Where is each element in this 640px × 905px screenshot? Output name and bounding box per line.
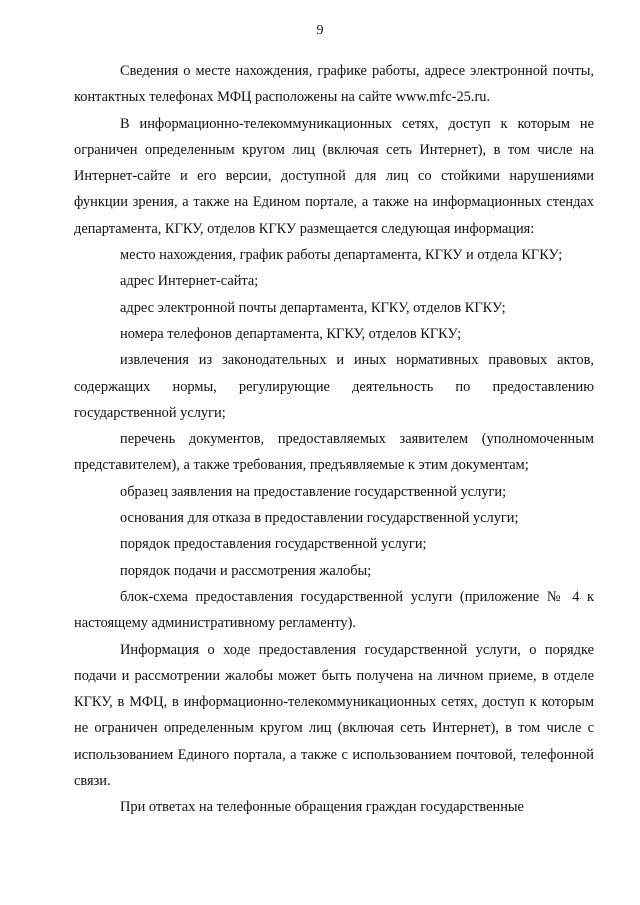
list-item-legal-extracts: извлечения из законодательных и иных нормативных правовых актов, содержащих нормы, регулирующие деятельность по предоставлению государственной услуги; [74,352,594,421]
paragraph-info-networks: В информационно-телекоммуникационных сетях, доступ к которым не ограничен определенным кругом лиц (включая сеть Интернет), в том числе на Интернет-сайте и его версии, доступной для лиц со стойкими нарушениями функции зрения, а также на Едином портале, а также на информационных стендах департамента, КГКУ, отделов КГКУ размещается следующая информация: [74,115,594,237]
paragraph-phone-inquiries: При ответах на телефонные обращения граждан государственные [120,799,524,816]
list-item-website-address: адрес Интернет-сайта; [120,273,259,290]
list-item-complaint-procedure: порядок подачи и рассмотрения жалобы; [120,562,372,579]
list-item-phone-numbers: номера телефонов департамента, КГКУ, отделов КГКУ; [120,325,462,342]
list-item-email-address: адрес электронной почты департамента, КГКУ, отделов КГКУ; [120,299,506,316]
paragraph-mfc-contacts: Сведения о месте нахождения, графике работы, адресе электронной почты, контактных телефонах МФЦ расположены на сайте www.mfc-25.ru. [74,63,594,106]
list-item-refusal-grounds: основания для отказа в предоставлении государственной услуги; [120,510,519,527]
list-item-flowchart: блок-схема предоставления государственной услуги (приложение № 4 к настоящему административному регламенту). [74,588,594,632]
list-item-application-sample: образец заявления на предоставление государственной услуги; [120,483,507,500]
list-item-location-schedule: место нахождения, график работы департамента, КГКУ и отдела КГКУ; [120,247,563,264]
list-item-service-procedure: порядок предоставления государственной услуги; [120,536,427,553]
paragraph-service-progress-info: Информация о ходе предоставления государственной услуги, о порядке подачи и рассмотрении жалобы может быть получена на личном приеме, в отделе КГКУ, в МФЦ, в информационно-телекоммуникационных сетях, доступ к которым не ограничен определенным кругом лиц (включая сеть Интернет), в том числе с использованием Единого портала, а также с использованием почтовой, телефонной связи. [74,641,594,790]
list-item-documents-list: перечень документов, предоставляемых заявителем (уполномоченным представителем), а также требования, предъявляемые к этим документам; [74,431,594,474]
page-number: 9 [316,23,324,38]
document-body [74,58,594,821]
